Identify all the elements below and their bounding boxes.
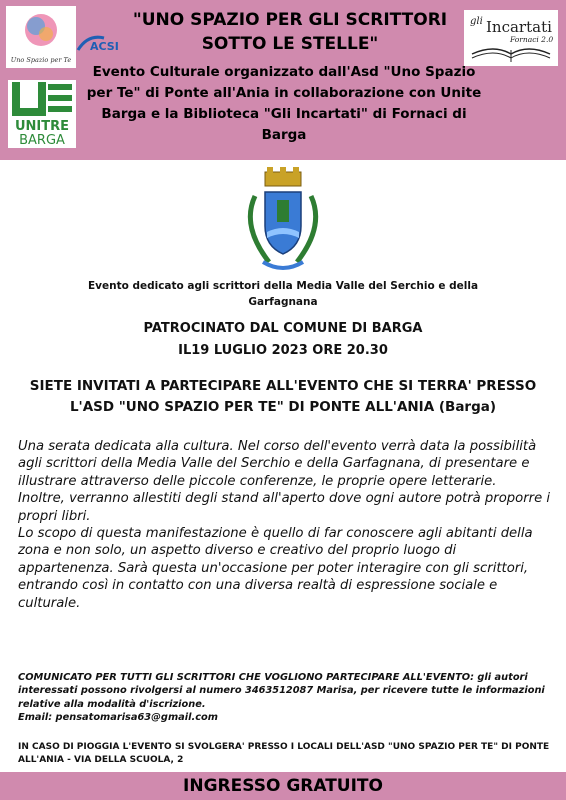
free-entry-banner: INGRESSO GRATUITO bbox=[0, 772, 566, 800]
svg-text:Incartati: Incartati bbox=[486, 18, 552, 36]
event-dedication: Evento dedicato agli scrittori della Media Valle del Serchio e della Garfagnana bbox=[87, 280, 479, 308]
invitation-heading: SIETE INVITATI A PARTECIPARE ALL'EVENTO CHE SI TERRA' PRESSO L'ASD "UNO SPAZIO PER TE" DI PONTE ALL'ANIA (Barga) bbox=[29, 378, 537, 415]
header-band bbox=[0, 0, 566, 160]
notice-text: gli autori interessati possono rivolgersi al numero 3463512087 Marisa, per ricevere tutte le informazioni relative alla modalità d'iscrizione. bbox=[18, 672, 545, 710]
svg-text:gli: gli bbox=[470, 16, 483, 27]
svg-text:BARGA: BARGA bbox=[19, 133, 65, 148]
svg-text:UNITRE: UNITRE bbox=[14, 119, 70, 134]
notice-lead: COMUNICATO PER TUTTI GLI SCRITTORI CHE VOGLIONO PARTECIPARE ALL'EVENTO: bbox=[18, 672, 474, 683]
barga-coat-of-arms bbox=[233, 166, 333, 276]
rain-notice: IN CASO DI PIOGGIA L'EVENTO SI SVOLGERA' PRESSO I LOCALI DELL'ASD "UNO SPAZIO PER TE" DI PONTE ALL'ANIA - VIA DELLA SCUOLA, 2 bbox=[18, 742, 550, 765]
svg-text:ACSI: ACSI bbox=[90, 40, 119, 53]
event-description bbox=[18, 438, 552, 612]
description-paragraph: Una serata dedicata alla cultura. Nel corso dell'evento verrà data la possibilità agli scrittori della Media Valle del Serchio e della Garfagnana, di presentare e illustrare attraverso delle piccole conferenze, le proprie opere letterarie. bbox=[18, 439, 537, 489]
event-date: IL19 LUGLIO 2023 ORE 20.30 bbox=[178, 343, 388, 358]
patronage-line: PATROCINATO DAL COMUNE DI BARGA bbox=[143, 321, 423, 336]
svg-text:Fornaci 2.0: Fornaci 2.0 bbox=[510, 35, 554, 44]
event-subtitle: Evento Culturale organizzato dall'Asd "Uno Spazio per Te" di Ponte all'Ania in collaborazione con Unite Barga e la Biblioteca "Gli Incartati" di Fornaci di Barga bbox=[86, 64, 482, 143]
description-paragraph: Inoltre, verranno allestiti degli stand all'aperto dove ogni autore potrà proporre i propri libri. bbox=[18, 491, 551, 524]
unitre-barga-logo bbox=[8, 80, 76, 148]
description-paragraph: Lo scopo di questa manifestazione è quello di far conoscere agli abitanti della zona e non solo, un aspetto diverso e creativo del proprio luogo di appartenenza. Sarà questa un'occasione per poter interagire con gli scrittori, entrando così in contatto con una diversa realtà di espressione sociale e culturale. bbox=[18, 526, 533, 611]
svg-text:Uno Spazio per Te: Uno Spazio per Te bbox=[10, 56, 72, 64]
event-title: "UNO SPAZIO PER GLI SCRITTORI SOTTO LE STELLE" bbox=[132, 10, 448, 54]
contact-email: Email: pensatomarisa63@gmail.com bbox=[18, 712, 218, 724]
uno-spazio-per-te-logo bbox=[6, 6, 76, 68]
writers-notice bbox=[18, 671, 558, 725]
